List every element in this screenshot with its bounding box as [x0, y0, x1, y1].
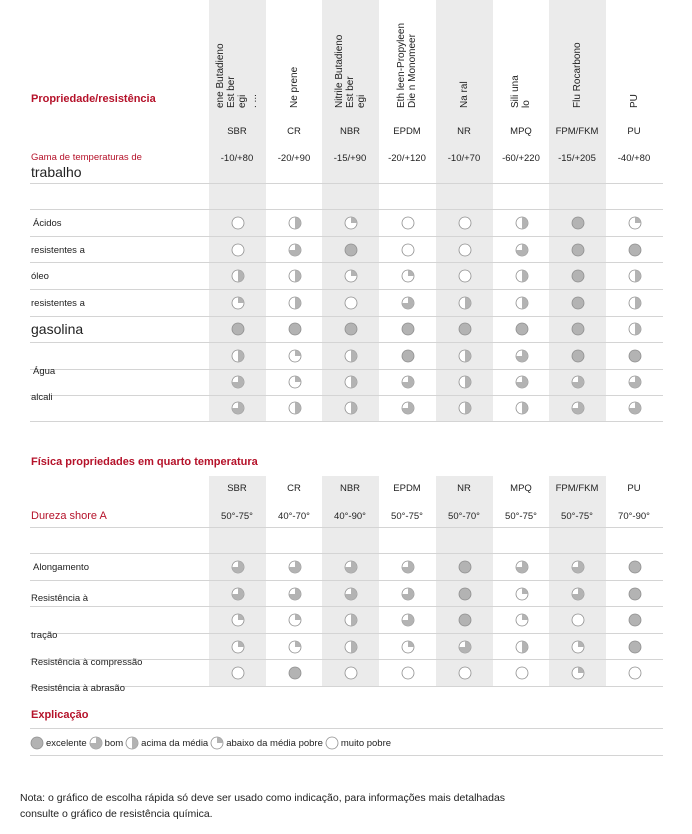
row-label: tração — [31, 630, 58, 641]
abbr-nbr: NBR — [339, 126, 361, 137]
rating-icon — [344, 322, 358, 336]
rating-icon — [571, 322, 585, 336]
row-divider — [30, 580, 663, 581]
rating-icon — [344, 666, 358, 680]
rating-icon — [401, 296, 415, 310]
rating-icon — [401, 375, 415, 389]
rating-icon — [231, 613, 245, 627]
row-label: Ácidos — [33, 218, 62, 229]
legend-label: acima da média — [141, 737, 209, 749]
rating-icon — [231, 216, 245, 230]
abbr-fpm-fkm: FPM/FKM — [555, 126, 599, 137]
legend-label: abaixo da média pobre — [226, 737, 323, 749]
temp-value: -60/+220 — [502, 153, 540, 164]
rating-icon — [401, 640, 415, 654]
rating-icon — [288, 401, 302, 415]
rating-icon — [515, 349, 529, 363]
abbr-cr: CR — [287, 483, 301, 494]
row-label: alcali — [31, 392, 53, 403]
rating-icon — [515, 640, 529, 654]
legend-label: muito pobre — [340, 737, 392, 749]
abbr-epdm: EPDM — [393, 126, 421, 137]
rating-icon — [288, 269, 302, 283]
rating-icon — [344, 243, 358, 257]
rating-icon — [288, 243, 302, 257]
temp-value: -10/+70 — [447, 153, 481, 164]
material-header-pu — [614, 20, 654, 108]
rating-icon — [628, 613, 642, 627]
rating-icon — [344, 349, 358, 363]
row-divider — [30, 236, 663, 237]
temp-value: -20/+90 — [277, 153, 311, 164]
row-divider — [30, 289, 663, 290]
material-name: Nitrile Butadieno Est ber egi — [333, 34, 367, 108]
rating-icon — [288, 560, 302, 574]
rating-icon — [515, 560, 529, 574]
legend-icon — [125, 736, 139, 750]
legend-line-bottom — [30, 755, 663, 756]
rating-icon — [458, 375, 472, 389]
rating-icon — [401, 269, 415, 283]
rating-icon — [231, 349, 245, 363]
temp-value: -10/+80 — [220, 153, 254, 164]
rating-icon — [288, 587, 302, 601]
column-shade-fpm-2 — [549, 476, 606, 686]
rating-icon — [628, 269, 642, 283]
abbr-epdm: EPDM — [393, 483, 421, 494]
rating-icon — [571, 269, 585, 283]
legend-label: bom — [104, 737, 124, 749]
legend-line-top — [30, 728, 663, 729]
hardness-value: 70°-90° — [618, 511, 650, 522]
rating-icon — [288, 613, 302, 627]
rating-icon — [571, 216, 585, 230]
material-header-nbr — [330, 20, 370, 108]
row-label: Água — [33, 366, 56, 377]
hardness-label: Dureza shore A — [31, 510, 107, 522]
column-shade-nbr-2 — [322, 476, 379, 686]
hardness-value: 50°-70° — [448, 511, 480, 522]
rating-icon — [571, 296, 585, 310]
rating-icon — [458, 349, 472, 363]
abbr-sbr: SBR — [227, 126, 247, 137]
rating-icon — [515, 587, 529, 601]
abbr-pu: PU — [627, 126, 641, 137]
hardness-value: 50°-75° — [505, 511, 537, 522]
legend-icon — [325, 736, 339, 750]
rating-icon — [401, 243, 415, 257]
temp-value: -15/+90 — [333, 153, 367, 164]
rating-icon — [344, 269, 358, 283]
hardness-value: 40°-90° — [334, 511, 366, 522]
rating-icon — [515, 666, 529, 680]
rating-icon — [344, 613, 358, 627]
rating-icon — [458, 560, 472, 574]
material-header-cr — [274, 20, 314, 108]
hardness-value: 50°-75° — [391, 511, 423, 522]
material-name: Sili una lo — [510, 75, 532, 108]
rating-icon — [288, 640, 302, 654]
row-divider — [30, 316, 663, 317]
row-divider — [30, 421, 663, 422]
material-header-sbr — [217, 20, 257, 108]
rating-icon — [628, 375, 642, 389]
rating-icon — [344, 401, 358, 415]
legend-icon — [89, 736, 103, 750]
rating-icon — [571, 401, 585, 415]
rating-icon — [458, 243, 472, 257]
rating-icon — [231, 322, 245, 336]
row-divider — [30, 183, 663, 184]
rating-icon — [458, 216, 472, 230]
row-label: Resistência à compressão — [31, 657, 143, 668]
rating-icon — [231, 243, 245, 257]
row-label: Resistência à abrasão — [31, 683, 125, 694]
material-header-nr — [444, 20, 484, 108]
rating-icon — [628, 216, 642, 230]
row-divider — [30, 209, 663, 210]
column-shade-sbr-2 — [209, 476, 266, 686]
material-header-mpq — [501, 20, 541, 108]
rating-icon — [515, 375, 529, 389]
hardness-value: 40°-70° — [278, 511, 310, 522]
rating-icon — [401, 349, 415, 363]
row-divider — [30, 606, 663, 607]
rating-icon — [231, 375, 245, 389]
rating-icon — [401, 216, 415, 230]
rating-icon — [458, 587, 472, 601]
rating-icon — [401, 322, 415, 336]
rating-icon — [515, 613, 529, 627]
legend-title: Explicação — [31, 709, 89, 721]
rating-icon — [515, 216, 529, 230]
row-divider — [30, 527, 663, 528]
footnote: Nota: o gráfico de escolha rápida só deve ser usado como indicação, para informações mais detalhadas consulte o gráfico de resistência química. — [20, 792, 506, 820]
abbr-sbr: SBR — [227, 483, 247, 494]
abbr-nbr: NBR — [339, 483, 361, 494]
column-shade-nr-2 — [436, 476, 493, 686]
rating-icon — [231, 560, 245, 574]
row-label: Alongamento — [33, 562, 89, 573]
rating-icon — [515, 401, 529, 415]
legend-icon — [210, 736, 224, 750]
material-header-fpm-fkm — [557, 20, 597, 108]
material-header-epdm — [387, 20, 427, 108]
material-name: PU — [628, 94, 640, 108]
material-name: Ne prene — [288, 66, 300, 108]
rating-icon — [458, 613, 472, 627]
row-divider — [30, 395, 663, 396]
temp-value: -20/+120 — [388, 153, 426, 164]
rating-icon — [571, 613, 585, 627]
abbr-nr: NR — [457, 126, 471, 137]
abbr-mpq: MPQ — [510, 126, 532, 137]
rating-icon — [515, 296, 529, 310]
row-divider — [30, 342, 663, 343]
rating-icon — [458, 640, 472, 654]
rating-icon — [571, 587, 585, 601]
material-name: ene Butadieno Est ber egi . ... — [215, 43, 259, 108]
rating-icon — [231, 666, 245, 680]
rating-icon — [628, 401, 642, 415]
rating-icon — [628, 587, 642, 601]
rating-icon — [571, 640, 585, 654]
rating-icon — [288, 322, 302, 336]
rating-icon — [628, 640, 642, 654]
row-label: óleo — [31, 271, 49, 282]
rating-icon — [628, 560, 642, 574]
row-label: gasolina — [31, 321, 84, 337]
rating-icon — [401, 587, 415, 601]
rating-icon — [401, 560, 415, 574]
material-name: Na ral — [458, 81, 470, 108]
rating-icon — [231, 269, 245, 283]
rating-icon — [571, 375, 585, 389]
rating-icon — [288, 296, 302, 310]
rating-icon — [344, 216, 358, 230]
rating-icon — [571, 243, 585, 257]
legend — [30, 735, 393, 751]
abbr-fpm-fkm: FPM/FKM — [555, 483, 599, 494]
rating-icon — [458, 269, 472, 283]
rating-icon — [344, 560, 358, 574]
material-name: Eth leen-Propyleen Die n Monomeer — [396, 22, 418, 108]
rating-icon — [231, 587, 245, 601]
rating-icon — [401, 613, 415, 627]
rating-icon — [288, 216, 302, 230]
rating-icon — [344, 296, 358, 310]
rating-icon — [628, 322, 642, 336]
row-label: resistentes a — [31, 298, 85, 309]
row-label: Resistência à — [31, 593, 89, 604]
rating-icon — [571, 349, 585, 363]
rating-icon — [515, 322, 529, 336]
hardness-value: 50°-75° — [221, 511, 253, 522]
temp-label: Gama de temperaturas de — [31, 152, 142, 163]
rating-icon — [231, 401, 245, 415]
abbr-cr: CR — [287, 126, 301, 137]
abbr-nr: NR — [457, 483, 471, 494]
abbr-pu: PU — [627, 483, 641, 494]
material-name: Flu Rocarbono — [571, 42, 583, 108]
rating-icon — [628, 296, 642, 310]
row-divider — [30, 633, 663, 634]
rating-icon — [344, 640, 358, 654]
rating-icon — [458, 666, 472, 680]
rating-icon — [458, 401, 472, 415]
row-label: resistentes a — [31, 245, 85, 256]
rating-icon — [401, 401, 415, 415]
rating-icon — [288, 349, 302, 363]
section2-title: Física propriedades em quarto temperatura — [31, 456, 258, 468]
row-divider — [30, 262, 663, 263]
rating-icon — [344, 587, 358, 601]
rating-icon — [458, 322, 472, 336]
rating-icon — [628, 349, 642, 363]
temp-value: -40/+80 — [617, 153, 651, 164]
rating-icon — [571, 560, 585, 574]
legend-icon — [30, 736, 44, 750]
rating-icon — [458, 296, 472, 310]
section1-title: Propriedade/resistência — [31, 93, 156, 105]
rating-icon — [288, 666, 302, 680]
temp-value: -15/+205 — [558, 153, 596, 164]
rating-icon — [231, 296, 245, 310]
rating-icon — [628, 243, 642, 257]
rating-icon — [515, 243, 529, 257]
rating-icon — [401, 666, 415, 680]
rating-icon — [231, 640, 245, 654]
temp-label-2: trabalho — [31, 164, 82, 180]
rating-icon — [628, 666, 642, 680]
row-divider — [30, 553, 663, 554]
legend-label: excelente — [46, 737, 87, 749]
rating-icon — [515, 269, 529, 283]
hardness-value: 50°-75° — [561, 511, 593, 522]
abbr-mpq: MPQ — [510, 483, 532, 494]
rating-icon — [344, 375, 358, 389]
row-divider — [30, 369, 663, 370]
rating-icon — [571, 666, 585, 680]
rating-icon — [288, 375, 302, 389]
